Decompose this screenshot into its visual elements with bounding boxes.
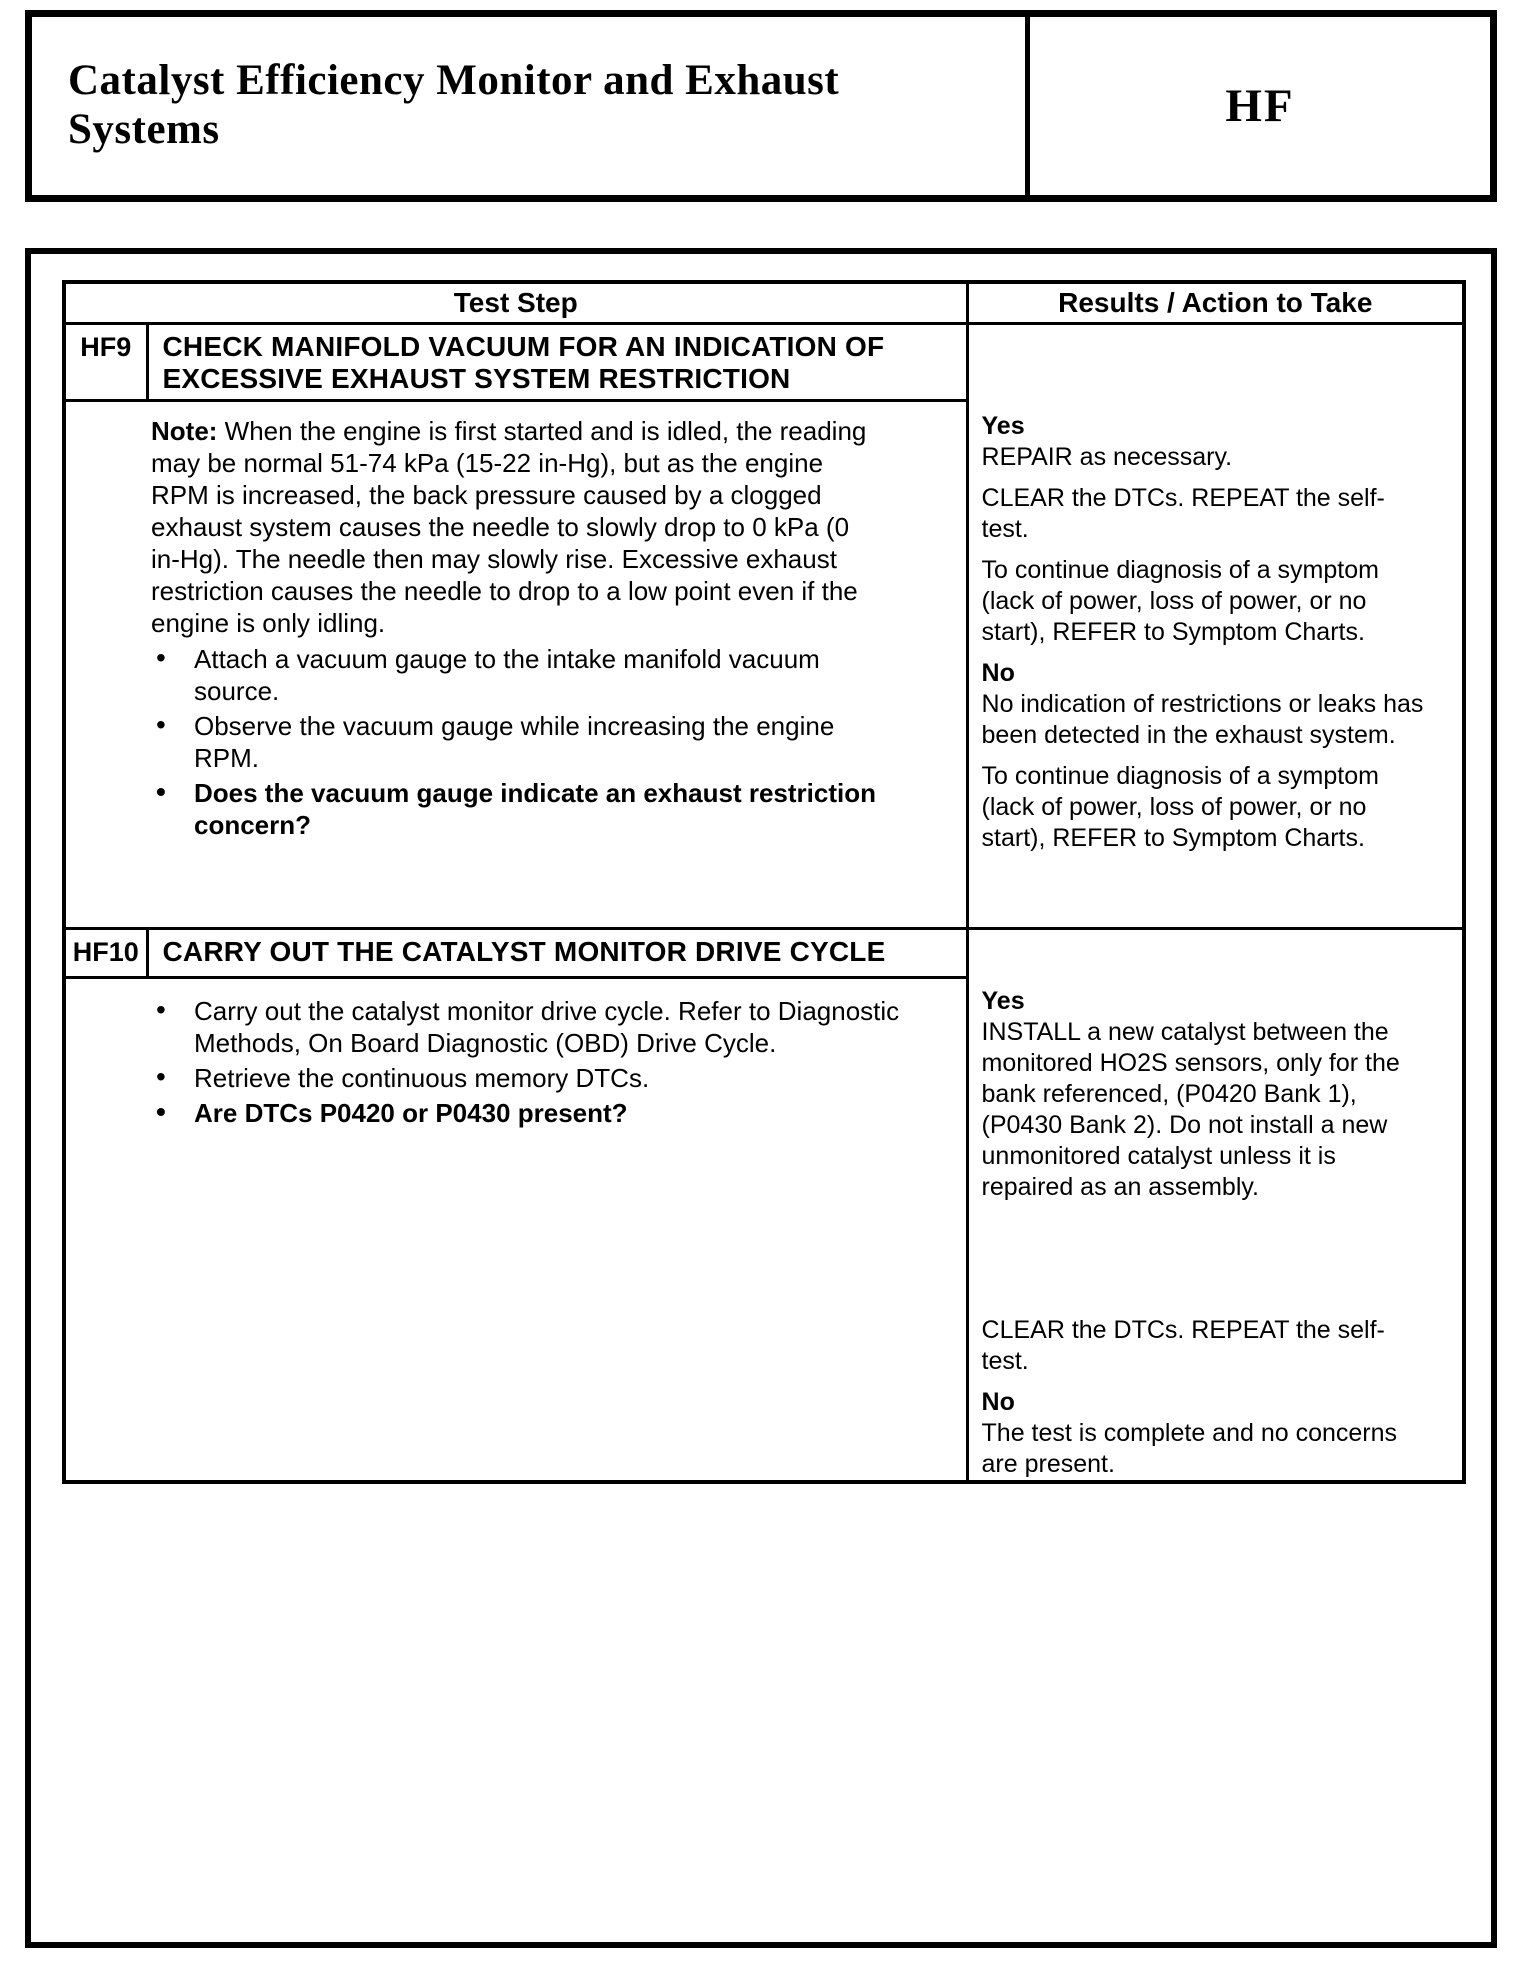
step-title-hf10: CARRY OUT THE CATALYST MONITOR DRIVE CYCLE <box>147 928 967 977</box>
results-cell-hf10 <box>967 928 1464 1482</box>
no-label: No <box>981 658 1015 687</box>
header-code-cell <box>1030 17 1490 195</box>
yes-label: Yes <box>981 986 1025 1015</box>
content-frame <box>25 248 1497 1948</box>
step-desc-hf9 <box>64 400 967 928</box>
list-item <box>151 710 897 774</box>
no-text: No indication of restrictions or leaks has been detected in the exhaust system. <box>981 689 1424 749</box>
list-item <box>151 995 956 1059</box>
section-code: HF <box>1225 80 1295 132</box>
list-item-question <box>151 1097 956 1129</box>
yes-label: Yes <box>981 411 1025 440</box>
bullet-text: Carry out the catalyst monitor drive cycle. Refer to Diagnostic Methods, On Board Diagnostic (OBD) Drive Cycle. <box>194 995 900 1058</box>
table-row <box>64 323 1464 400</box>
table-row <box>64 928 1464 977</box>
page-header <box>25 10 1497 202</box>
results-content-hf9 <box>982 411 1430 854</box>
no-label: No <box>981 1387 1015 1416</box>
table-header-row <box>64 282 1464 323</box>
results-yes-block <box>982 986 1430 1203</box>
step-title-hf9: CHECK MANIFOLD VACUUM FOR AN INDICATION OF EXCESSIVE EXHAUST SYSTEM RESTRICTION <box>147 323 967 400</box>
results-paragraph: To continue diagnosis of a symptom (lack of power, loss of power, or no start), REFER to Symptom Charts. <box>981 555 1379 646</box>
list-item-question <box>151 777 897 841</box>
bullet-text: Attach a vacuum gauge to the intake manifold vacuum source. <box>194 643 820 706</box>
note-label: Note: <box>151 415 218 446</box>
page-title: Catalyst Efficiency Monitor and Exhaust Systems <box>68 57 840 153</box>
note-text: When the engine is first started and is idled, the reading may be normal 51-74 kPa (15-22 in-Hg), but as the engine RPM is increased, the back pressure caused by a clogged exhaust system causes the needle to slowly drop to 0 kPa (0 in-Hg). The needle then may slowly rise. Excessive exhaust restriction causes the needle to drop to a low point even if the engine is only idling. <box>151 415 867 638</box>
results-paragraph: CLEAR the DTCs. REPEAT the self-test. <box>981 1315 1385 1375</box>
step-bullet-list <box>151 995 956 1129</box>
yes-text: INSTALL a new catalyst between the monitored HO2S sensors, only for the bank referenced, (P0420 Bank 1), (P0430 Bank 2). Do not install a new unmonitored catalyst unless it is repaired as an assembly. <box>981 1017 1400 1201</box>
bullet-text: Are DTCs P0420 or P0430 present? <box>194 1097 628 1128</box>
diagnostic-table <box>62 280 1466 1484</box>
bullet-text: Retrieve the continuous memory DTCs. <box>194 1062 650 1093</box>
results-paragraph: To continue diagnosis of a symptom (lack of power, loss of power, or no start), REFER to Symptom Charts. <box>981 761 1379 852</box>
column-header-test-step: Test Step <box>64 282 967 323</box>
step-id-hf10: HF10 <box>64 928 147 977</box>
results-cell-hf9 <box>967 323 1464 928</box>
results-no-block <box>982 658 1430 751</box>
no-text: The test is complete and no concerns are present. <box>981 1418 1398 1478</box>
step-desc-hf10 <box>64 977 967 1482</box>
bullet-text: Does the vacuum gauge indicate an exhaust restriction concern? <box>194 777 876 840</box>
bullet-text: Observe the vacuum gauge while increasing the engine RPM. <box>194 710 835 773</box>
results-yes-block <box>982 411 1430 473</box>
results-paragraph: CLEAR the DTCs. REPEAT the self-test. <box>981 483 1385 543</box>
yes-text: REPAIR as necessary. <box>981 442 1233 471</box>
header-title-cell <box>32 17 1030 195</box>
results-content-hf10 <box>982 986 1430 1480</box>
results-no-block <box>982 1387 1430 1480</box>
column-header-results: Results / Action to Take <box>967 282 1464 323</box>
list-item <box>151 1062 956 1094</box>
step-id-hf9: HF9 <box>64 323 147 400</box>
note-paragraph <box>151 415 883 639</box>
list-item <box>151 643 897 707</box>
step-bullet-list <box>151 643 956 841</box>
